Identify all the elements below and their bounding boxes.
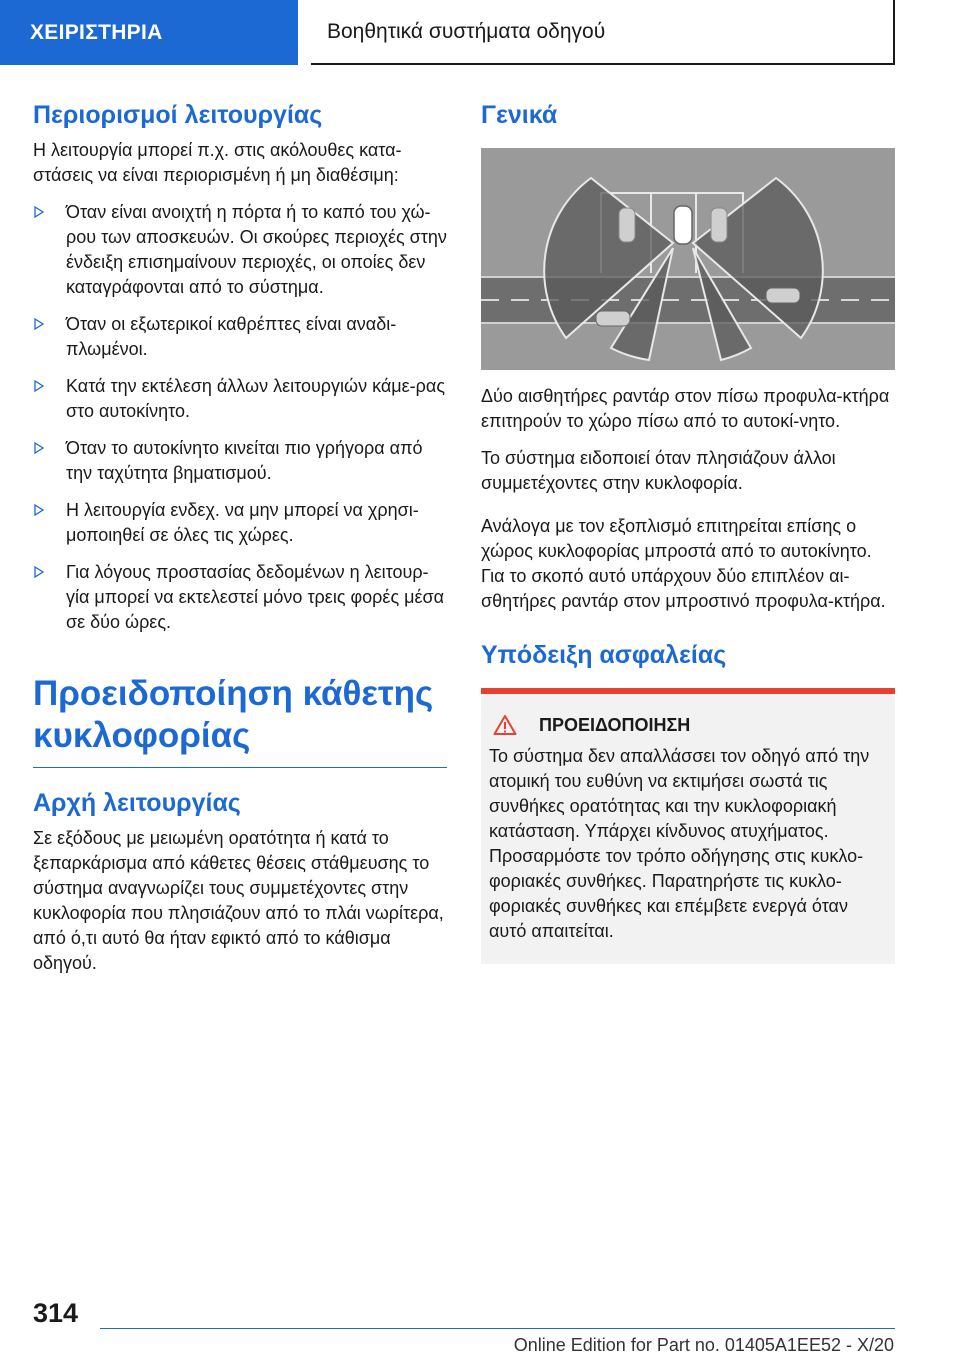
warning-box [481,688,895,964]
limits-intro: Η λειτουργία μπορεί π.χ. στις ακόλουθες κατα-στάσεις να είναι περιορισμένη ή μη διαθέσιμη: [33,140,402,185]
list-item-text: Για λόγους προστασίας δεδομένων η λειτουρ-γία μπορεί να εκτελεστεί μόνο τρεις φορές μέσα σε δύο ώρες. [66,562,445,632]
bullet-triangle-icon [34,318,44,330]
bullet-triangle-icon [34,566,44,578]
principle-text: Σε εξόδους με μειωμένη ορατότητα ή κατά το ξεπαρκάρισμα από κάθετες θέσεις στάθμευσης το σύστημα αναγνωρίζει τους συμμετέχοντες στην κυκλοφορία που πλησιάζουν από το πλάι νωρίτερα, από ό,τι αυτό θα ήταν εφικτό από το κάθισμα οδηγού. [33,828,444,973]
limits-list [33,200,447,635]
principle-heading: Αρχή λειτουργίας [33,789,241,817]
radar-illustration [481,148,895,370]
list-item [33,498,447,548]
list-item-text: Όταν οι εξωτερικοί καθρέπτες είναι αναδι-πλωμένοι. [66,314,397,359]
bullet-triangle-icon [34,504,44,516]
general-text-1: Δύο αισθητήρες ραντάρ στον πίσω προφυλα-κτήρα επιτηρούν το χώρο πίσω από το αυτοκί-νητο. [481,386,890,431]
section-heading-line2: κυκλοφορίας [33,716,251,755]
warning-text: Το σύστημα δεν απαλλάσσει τον οδηγό από την ατομική του ευθύνη να εκτιμήσει σωστά τις συνθήκες ορατότητας και την κυκλοφοριακή κατάσταση. Υπάρχει κίνδυνος ατυχήματος. Προσαρμόστε τον τρόπο οδήγησης στις κυκλο-φοριακές συνθήκες. Παρατηρήστε τις κυκλο-φοριακές συνθήκες και επέμβετε ενεργά όταν αυτό απαιτείται. [489,746,870,941]
warning-title: ΠΡΟΕΙΔΟΠΟΙΗΣΗ [539,714,691,735]
warning-triangle-icon [493,714,517,736]
list-item [33,374,447,424]
bullet-triangle-icon [34,442,44,454]
section-heading [33,673,447,757]
section-heading-line1: Προειδοποίηση κάθετης [33,674,434,713]
footer-divider [100,1328,895,1329]
chapter-tab: ΧΕΙΡΙΣΤΗΡΙΑ [0,0,298,65]
list-item [33,436,447,486]
section-title: Βοηθητικά συστήματα οδηγού [327,19,606,43]
warning-title-row [489,714,887,736]
right-column [481,100,895,964]
bullet-triangle-icon [34,380,44,392]
limits-heading: Περιορισμοί λειτουργίας [33,101,323,129]
radar-diagram-image [481,148,895,370]
left-column [33,100,447,988]
general-heading: Γενικά [481,101,558,129]
section-header [311,0,895,65]
list-item [33,312,447,362]
safety-heading: Υπόδειξη ασφαλείας [481,641,727,669]
page-number: 314 [33,1298,79,1328]
list-item-text: Η λειτουργία ενδεχ. να μην μπορεί να χρησι-μοποιηθεί σε όλες τις χώρες. [66,500,419,545]
list-item [33,560,447,635]
footer-edition: Online Edition for Part no. 01405A1EE52 - X/20 [513,1335,894,1355]
list-item-text: Όταν είναι ανοιχτή η πόρτα ή το καπό του χώ-ρου των αποσκευών. Οι σκούρες περιοχές στην ένδειξη επισημαίνουν περιοχές, οι οποίες δεν καταγράφονται από το σύστημα. [66,202,447,297]
general-text-3: Ανάλογα με τον εξοπλισμό επιτηρείται επίσης ο χώρος κυκλοφορίας μπροστά από το αυτοκίνητο. Για το σκοπό αυτό υπάρχουν δύο επιπλέον αι-σθητήρες ραντάρ στον μπροστινό προφυλα-κτήρα. [481,516,886,611]
list-item-text: Όταν το αυτοκίνητο κινείται πιο γρήγορα από την ταχύτητα βηματισμού. [66,438,423,483]
general-text-2: Το σύστημα ειδοποιεί όταν πλησιάζουν άλλοι συμμετέχοντες στην κυκλοφορία. [481,448,836,493]
list-item-text: Κατά την εκτέλεση άλλων λειτουργιών κάμε-ρας στο αυτοκίνητο. [66,376,445,421]
bullet-triangle-icon [34,206,44,218]
list-item [33,200,447,300]
